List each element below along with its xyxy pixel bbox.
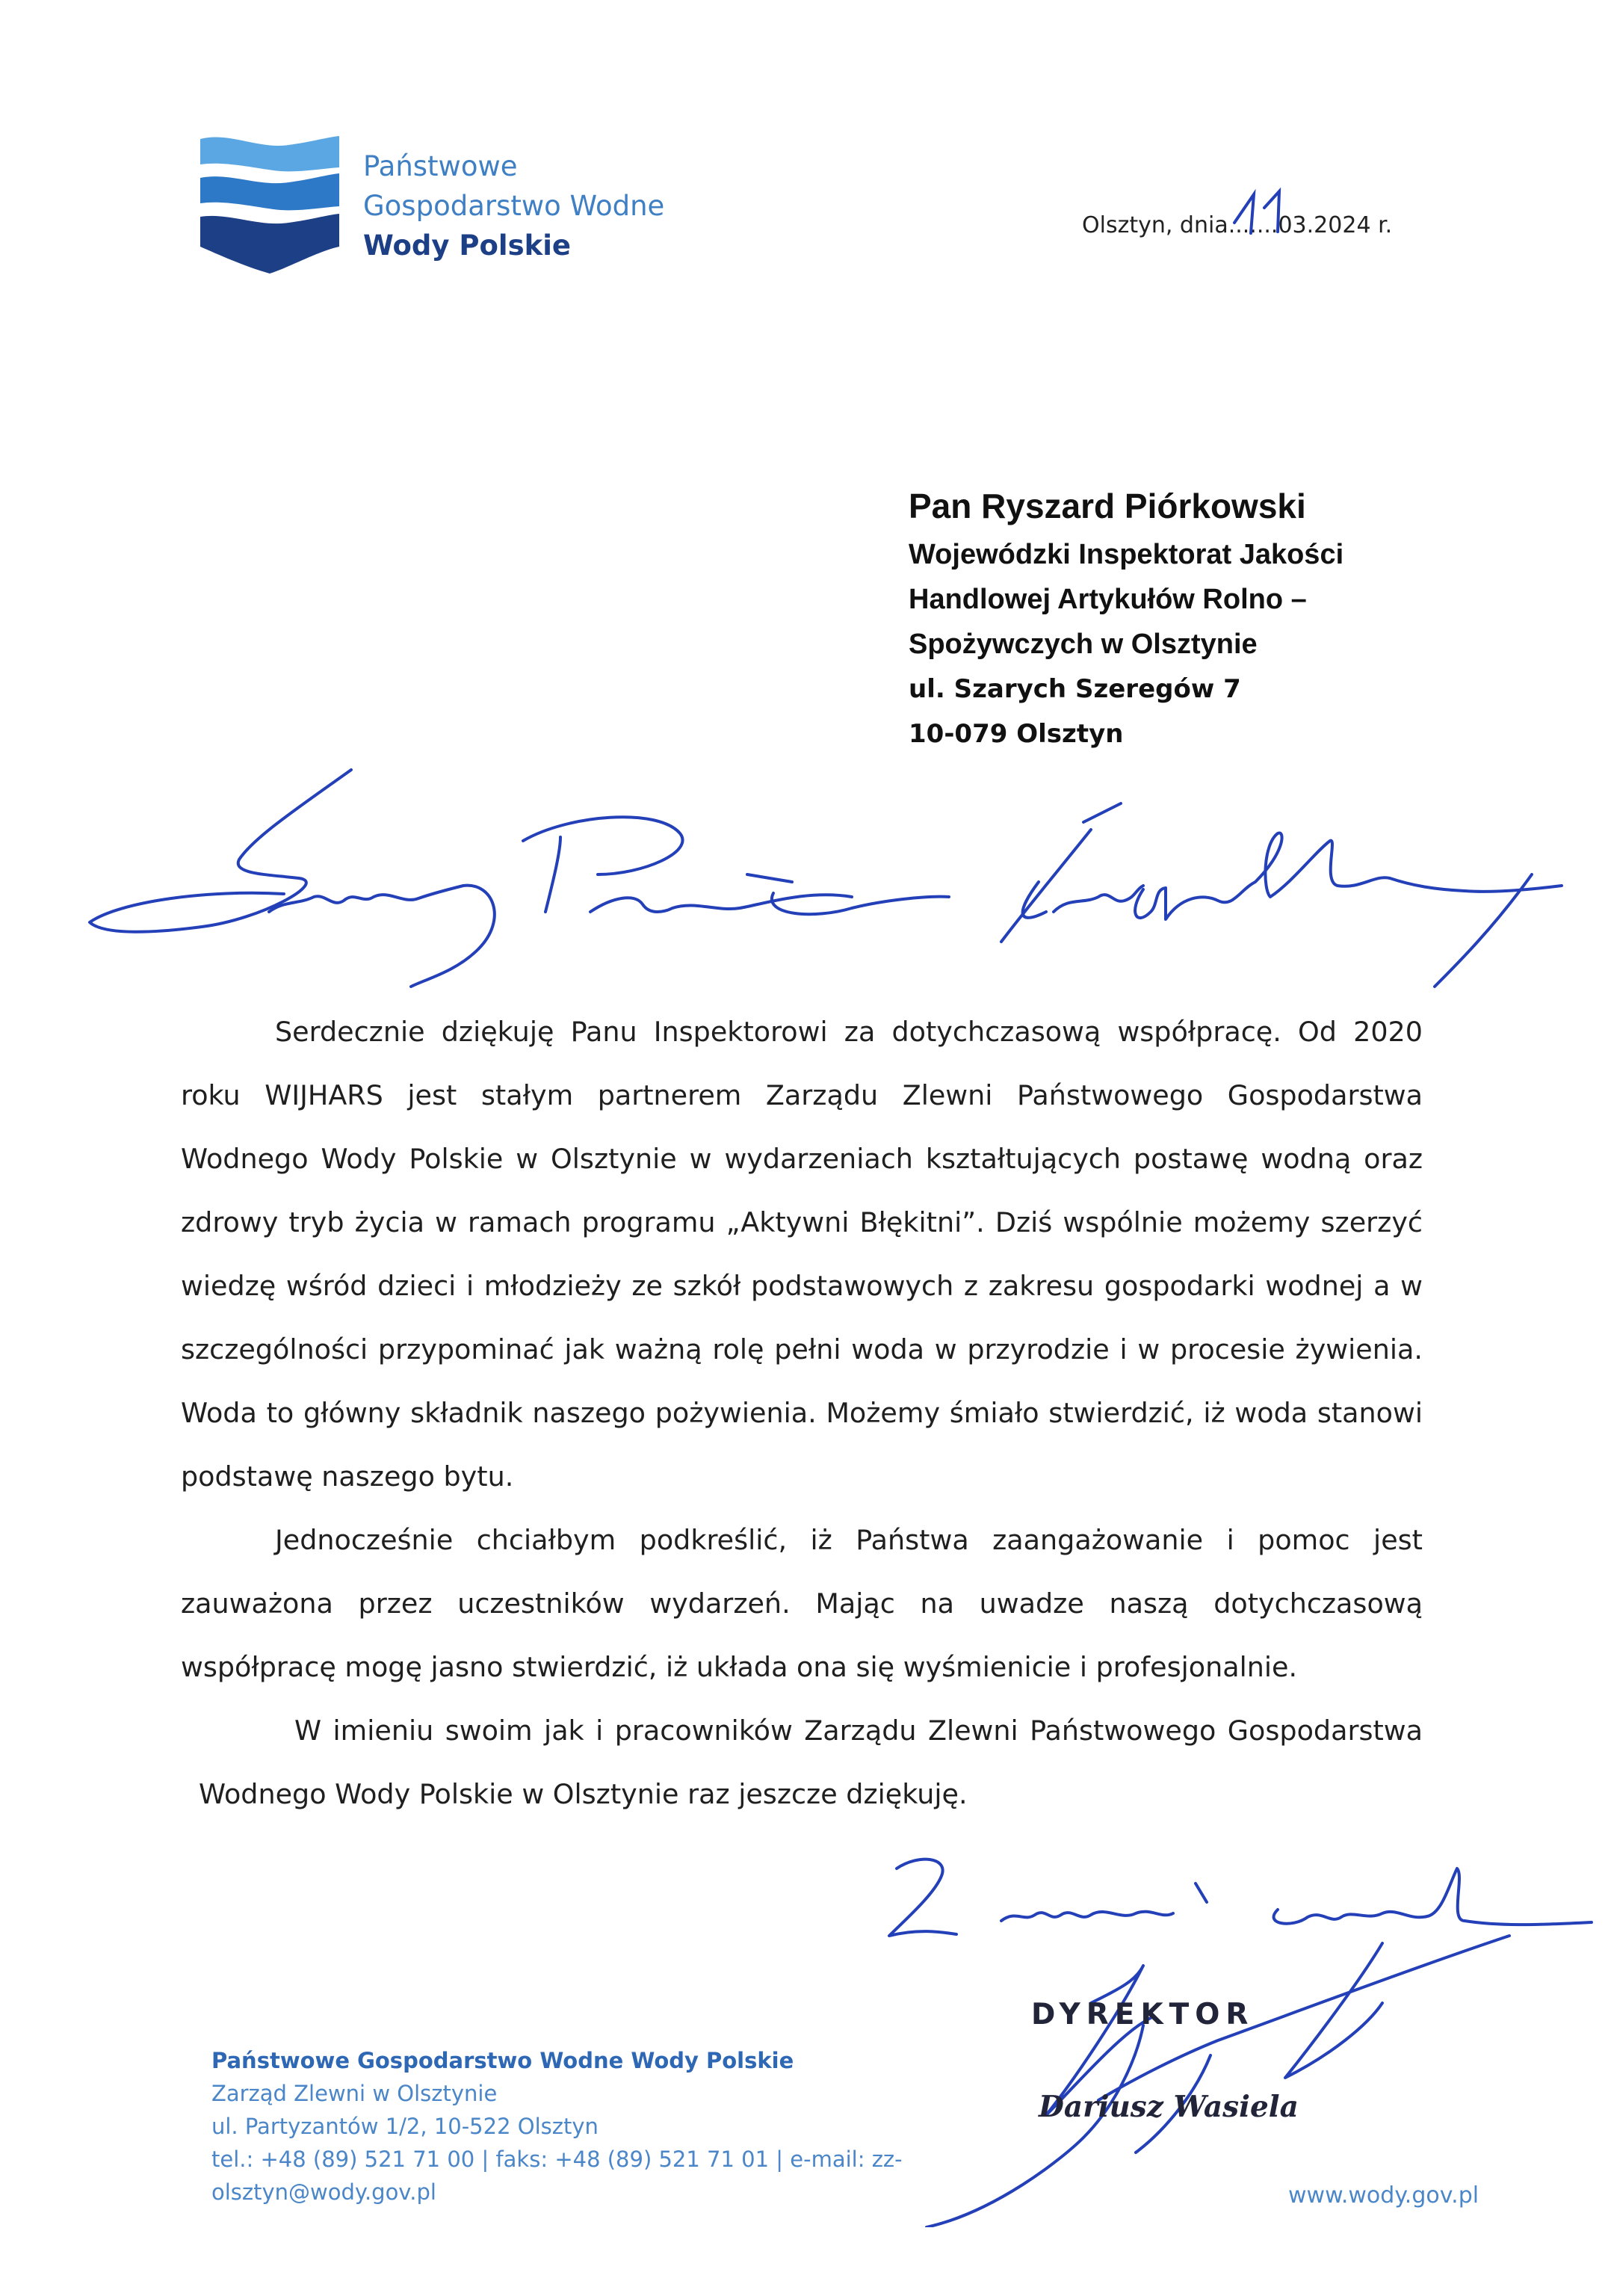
date-prefix: Olsztyn, dnia (1082, 212, 1228, 238)
footer-contact (211, 2044, 903, 2209)
logo-line-2: Gospodarstwo Wodne (363, 190, 665, 222)
recipient-street: ul. Szarych Szeregów 7 (909, 674, 1241, 704)
recipient-name: Pan Ryszard Piórkowski (909, 487, 1306, 525)
director-signature (897, 1913, 1532, 2227)
recipient-institution-line-1: Wojewódzki Inspektorat Jakości (909, 539, 1344, 570)
recipient-institution-line-3: Spożywczych w Olsztynie (909, 629, 1258, 660)
recipient-institution-line-2: Handlowej Artykułów Rolno – (909, 584, 1307, 615)
recipient-city: 10-079 Olsztyn (909, 719, 1124, 749)
handwritten-salutation (75, 762, 1569, 1031)
date-dots: ....... (1228, 212, 1278, 238)
footer-org-name: Państwowe Gospodarstwo Wodne Wody Polskie (211, 2048, 794, 2073)
date-suffix: 03.2024 r. (1278, 212, 1393, 238)
wody-polskie-logo-icon (199, 135, 341, 277)
director-name: Dariusz Wasiela (1039, 2090, 1299, 2124)
body-paragraph-2: Jednocześnie chciałbym podkreślić, iż Państwa zaangażowanie i pomoc jest zauważona przez uczestników wydarzeń. Mając na uwadze naszą dotychczasową współpracę mogę jasno stwierdzić, iż układa ona się wyśmienicie i profesjonalnie. (181, 1524, 1423, 1683)
director-title: DYREKTOR (1031, 1998, 1255, 2031)
body-paragraph-3: W imieniu swoim jak i pracowników Zarządu Zlewni Państwowego Gospodarstwa Wodnego Wody Polskie w Olsztynie raz jeszcze dziękuję. (199, 1715, 1423, 1810)
logo-wordmark (363, 146, 664, 265)
body-paragraph-1: Serdecznie dziękuję Panu Inspektorowi za dotychczasową współpracę. Od 2020 roku WIJHARS jest stałym partnerem Zarządu Zlewni Państwowego Gospodarstwa Wodnego Wody Polskie w Olsztynie w wydarzeniach kształtujących postawę wodną oraz zdrowy tryb życia w ramach programu „Aktywni Błękitni”. Dziś wspólnie możemy szerzyć wiedzę wśród dzieci i młodzieży ze szkół podstawowych z zakresu gospodarki wodnej a w szczególności przypominać jak ważną rolę pełni woda w przyrodzie i w procesie żywienia. Woda to główny składnik naszego pożywienia. Możemy śmiało stwierdzić, iż woda stanowi podstawę naszego bytu. (181, 1016, 1423, 1493)
logo-line-3: Wody Polskie (363, 229, 572, 262)
recipient-address-block (909, 486, 1343, 756)
footer-website-link[interactable]: www.wody.gov.pl (1288, 2182, 1479, 2209)
footer-unit: Zarząd Zlewni w Olsztynie (211, 2081, 498, 2106)
footer-contact-line-1: tel.: +48 (89) 521 71 00 | faks: +48 (89) 521 71 01 | e-mail: zz- (211, 2147, 903, 2172)
handwritten-date-day-icon (1225, 185, 1300, 242)
footer-contact-line-2: olsztyn@wody.gov.pl (211, 2179, 436, 2205)
logo-line-1: Państwowe (363, 150, 518, 182)
letter-body (181, 1000, 1423, 1826)
footer-address: ul. Partyzantów 1/2, 10-522 Olsztyn (211, 2114, 599, 2139)
